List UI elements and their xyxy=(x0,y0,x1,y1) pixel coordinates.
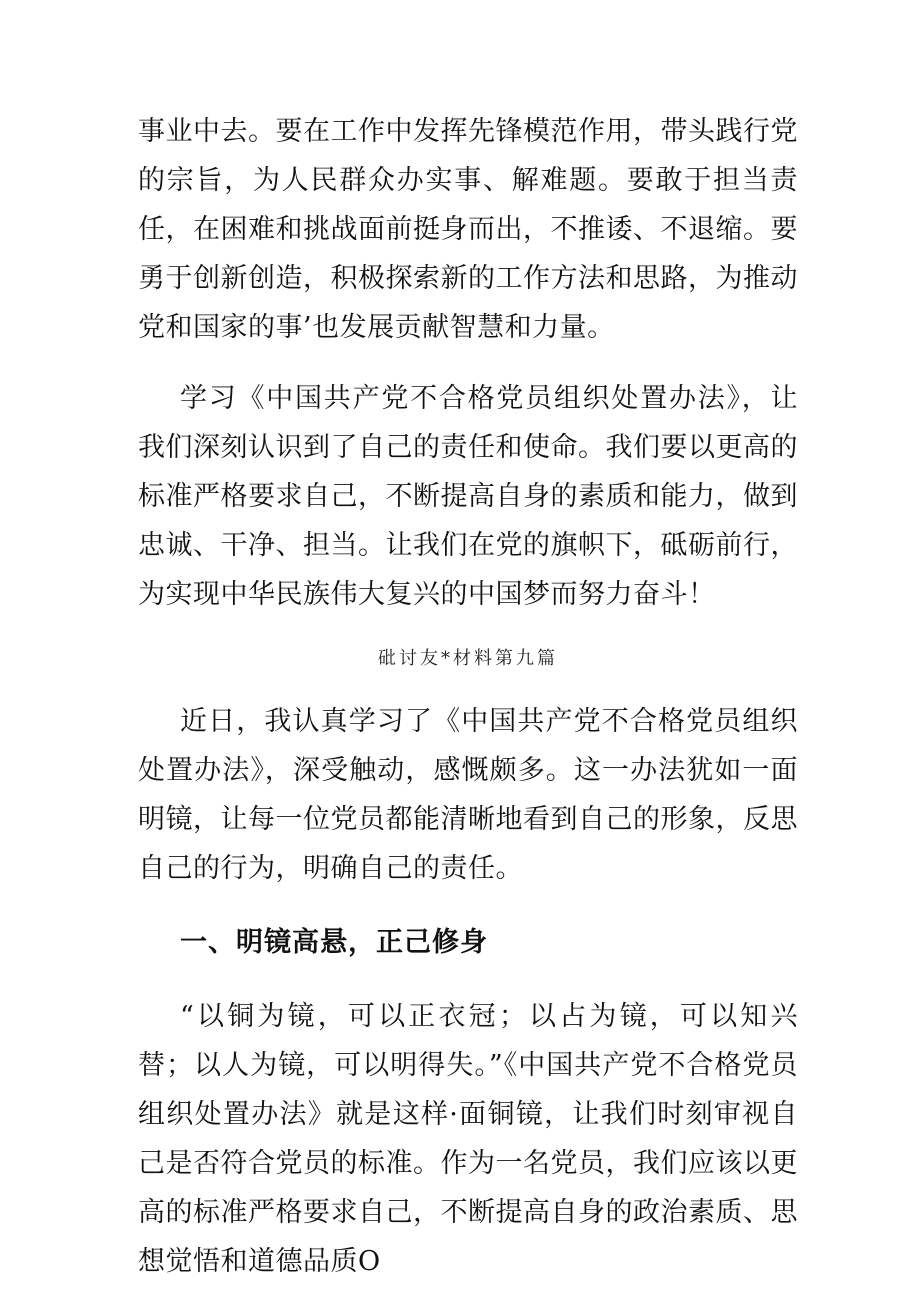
section-title: 砒讨友*材料第九篇 xyxy=(378,648,558,669)
document-body xyxy=(138,107,798,1286)
paragraph-study-summary: 学习《中国共产党不合格党员组织处置办法》，让我们深刻认识到了自己的责任和使命。我们要以更高的标准严格要求自己，不断提高自身的素质和能力，做到忠诚、干净、担当。让我们在党的旗帜下，砥砺前行，为实现中华民族伟大复兴的中国梦而努力奋斗！ xyxy=(138,383,798,610)
section-heading: 一、明镜高悬，正己修身 xyxy=(180,927,488,958)
paragraph-intro: 近日，我认真学习了《中国共产党不合格党员组织处置办法》，深受触动，感慨颇多。这一办法犹如一面明镜，让每一位党员都能清晰地看到自己的形象，反思自己的行为，明确自己的责任。 xyxy=(138,706,798,884)
paragraph-continuation: 事业中去。要在工作中发挥先锋模范作用，带头践行党的宗旨，为人民群众办实事、解难题。要敢于担当责任，在困难和挑战面前挺身而出，不推诿、不退缩。要勇于创新创造，积极探索新的工作方法和思路，为推动党和国家的事’也发展贡献智慧和力量。 xyxy=(138,116,798,343)
paragraph-mirror-quote: “以铜为镜，可以正衣冠；以占为镜，可以知兴替；以人为镜，可以明得失。”《中国共产党不合格党员组织处置办法》就是这样·面铜镜，让我们时刻审视自己是否符合党员的标准。作为一名党员，我们应该以更高的标准严格要求自己，不断提高自身的政治素质、思想觉悟和道德品质O xyxy=(138,1001,798,1277)
